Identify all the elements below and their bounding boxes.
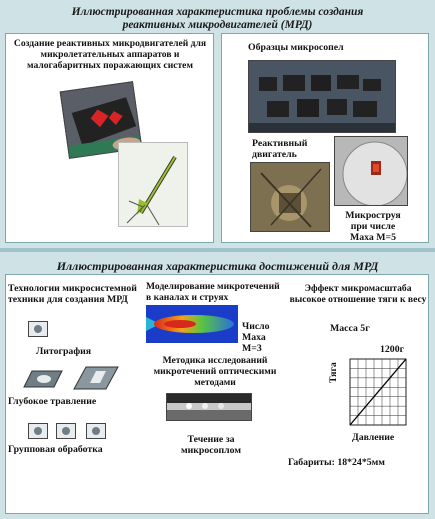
flow-photo (166, 393, 252, 421)
engine-photo (250, 162, 330, 232)
etch-part-icon (22, 367, 66, 391)
missile-icon (119, 143, 188, 227)
section-divider (0, 248, 435, 252)
top-left-panel (5, 33, 214, 243)
flow-icon (167, 394, 252, 421)
top-left-heading: Создание реактивных микродвигателей для микролетательных аппаратов и малогабаритных поражающих систем (13, 38, 207, 71)
tech-heading: Технологии микросистемной техники для создания МРД (8, 283, 137, 305)
engine-icon (251, 163, 330, 232)
microjet-icon (335, 137, 408, 206)
jet-simulation (146, 305, 238, 343)
etch-shape-2 (72, 365, 120, 391)
chart-xlabel: Давление (352, 432, 395, 443)
litho-shape (28, 321, 48, 337)
top-right-panel (221, 33, 429, 243)
microjet-caption: Микроструя при числе Маха М=5 (345, 210, 401, 243)
etch-part-icon (72, 365, 120, 391)
litho-label: Литография (36, 346, 92, 357)
bottom-title: Иллюстрированная характеристика достижений для МРД (56, 259, 379, 273)
dims-label: Габариты: 18*24*5мм (288, 457, 385, 468)
nozzle-samples-photo (248, 60, 396, 133)
thrust-chart (346, 355, 410, 429)
etch-label: Глубокое травление (8, 396, 97, 407)
group-shape-3 (86, 423, 106, 439)
flow-caption: Течение за микросоплом (180, 434, 242, 456)
mach-label: Число Маха М=3 (242, 321, 270, 354)
method-heading: Методика исследований микротечений оптическими методами (153, 355, 277, 388)
microscale-heading: Эффект микромасштаба высокое отношение тяги к весу (289, 283, 427, 305)
nozzle-samples-icon (249, 61, 396, 133)
modeling-heading: Моделирование микротечений в каналах и струях (146, 281, 280, 303)
chart-value-label: 1200г (380, 344, 405, 355)
group-label: Групповая обработка (8, 444, 103, 455)
missile-photo (118, 142, 188, 227)
bottom-panel (5, 274, 429, 514)
jet-simulation-icon (146, 305, 238, 343)
engine-caption: Реактивный двигатель (252, 138, 308, 160)
microjet-photo (334, 136, 408, 206)
group-shape-1 (28, 423, 48, 439)
nozzle-samples-caption: Образцы микросопел (248, 42, 344, 53)
top-title: Иллюстрированная характеристика проблемы создания реактивных микродвигателей (МРД) (71, 6, 364, 31)
group-shape-2 (56, 423, 76, 439)
etch-shape-1 (22, 367, 66, 391)
chart-ylabel: Тяга (328, 362, 339, 383)
mass-label: Масса 5г (330, 323, 370, 334)
